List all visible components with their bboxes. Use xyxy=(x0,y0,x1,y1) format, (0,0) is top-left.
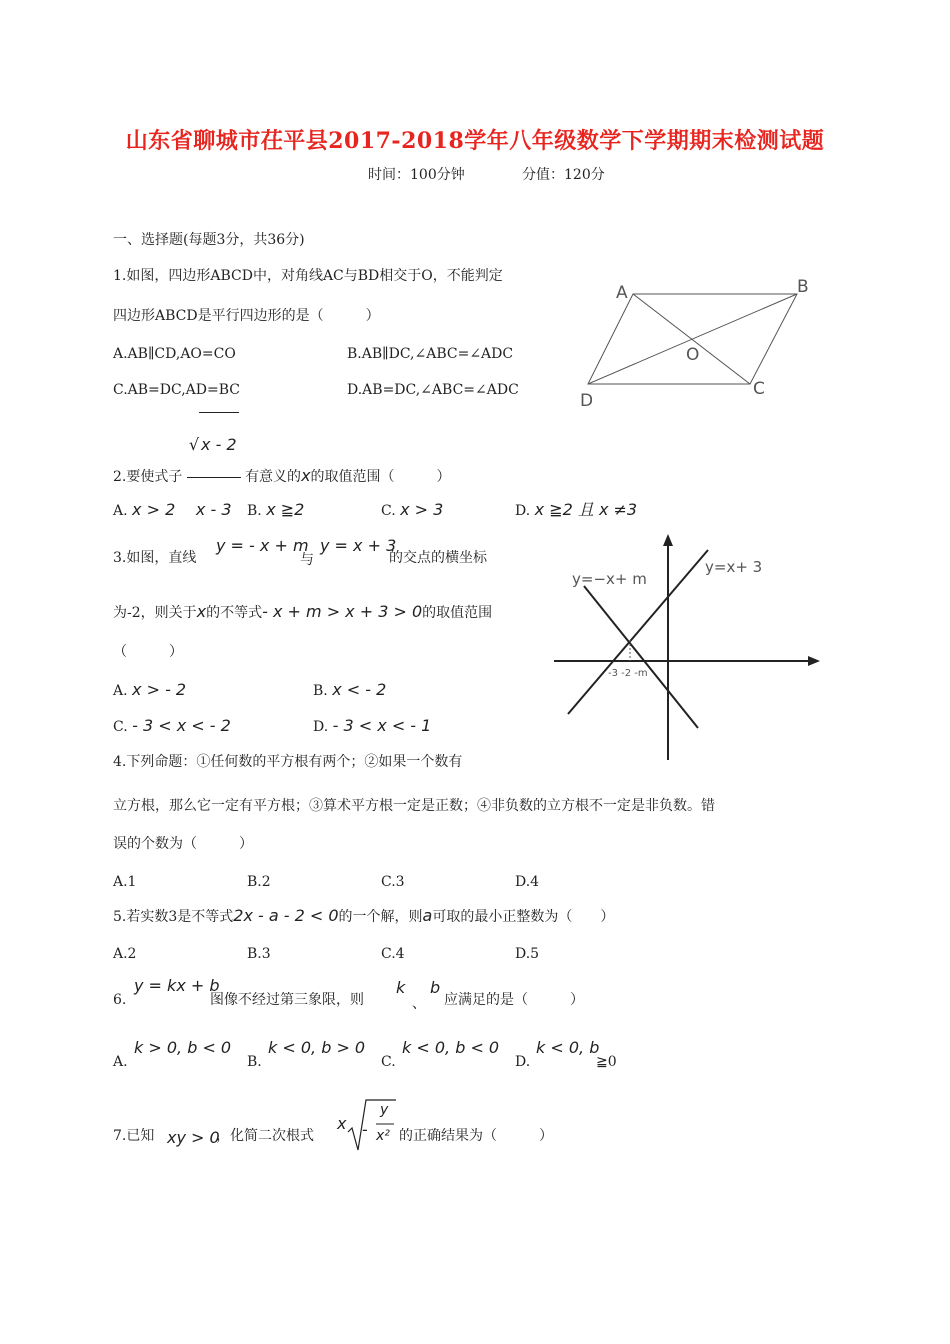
q7-radical-sign xyxy=(346,1098,398,1154)
q7-suffix: 的正确结果为（ ） xyxy=(399,1128,553,1144)
q1-stem-line1: 1.如图，四边形ABCD中，对角线AC与BD相交于O，不能判定 xyxy=(113,268,503,284)
q3-suffix: 的交点的横坐标 xyxy=(389,550,487,566)
q3-prefix: 3.如图，直线 xyxy=(113,550,197,566)
q7-denominator: x² xyxy=(376,1128,390,1144)
q2-option-c: C. x > 3 xyxy=(381,500,444,519)
q3-graph-figure xyxy=(550,532,830,764)
x-axis-arrow xyxy=(808,656,820,666)
q2-mid: 有意义的 xyxy=(245,469,302,485)
q5-option-b: B.3 xyxy=(247,946,271,962)
q2-fraction: $\frac{√ x - 2}{x - 3}$ xyxy=(187,412,241,542)
q5-option-a: A.2 xyxy=(113,946,137,962)
tick-labels: -3 -2 -m xyxy=(608,668,648,679)
q2-option-b: B. x ≧2 xyxy=(247,500,305,519)
q2-prefix: 2.要使式子 xyxy=(113,469,183,485)
exam-score: 分值：120分 xyxy=(522,167,605,183)
q6-option-b-label: B. xyxy=(247,1054,262,1070)
q6-sep: 、 xyxy=(412,996,426,1012)
q2-numerator: x - 2 xyxy=(199,412,239,477)
q4-line2: 立方根，那么它一定有平方根；③算术平方根一定是正数；④非负数的立方根不一定是非负数。错 xyxy=(113,798,715,814)
q2-option-d: D. x ≧2 且 x ≠3 xyxy=(515,500,638,519)
q5-option-c: C.4 xyxy=(381,946,405,962)
q3-and: 与 xyxy=(300,552,314,568)
label-d: D xyxy=(580,391,594,411)
q1-option-a: A.AB∥CD,AO=CO xyxy=(113,346,236,362)
q6-eq: y = kx + b xyxy=(134,976,220,995)
q6-k: k xyxy=(396,978,406,997)
q7-mid: ，化简二次根式 xyxy=(216,1128,314,1144)
q6-option-d-tail: ≧0 xyxy=(596,1054,617,1070)
q4-line3: 误的个数为（ ） xyxy=(113,836,253,852)
q3-eq1: y = - x + m xyxy=(216,536,309,555)
q3-option-d: D. - 3 < x < - 1 xyxy=(313,716,432,735)
label-b: B xyxy=(797,277,809,297)
q1-option-c: C.AB=DC,AD=BC xyxy=(113,382,241,398)
label-line2: y=x+ 3 xyxy=(705,558,763,576)
page-title: 山东省聊城市茌平县2017-2018学年八年级数学下学期期末检测试题 xyxy=(125,128,825,154)
q1-parallelogram-figure xyxy=(570,272,830,412)
y-axis-arrow xyxy=(663,534,673,546)
label-a: A xyxy=(616,283,628,303)
q2-denominator: x - 3 xyxy=(187,477,241,542)
exam-time: 时间：100分钟 xyxy=(368,167,465,183)
q7-condition: xy > 0 xyxy=(167,1128,220,1147)
q5-option-d: D.5 xyxy=(515,946,540,962)
line-y-neg-x-plus-m xyxy=(584,586,698,728)
label-line1: y=−x+ m xyxy=(572,570,647,588)
q1-option-d: D.AB=DC,∠ABC=∠ADC xyxy=(347,382,519,398)
q6-option-b: k < 0, b > 0 xyxy=(268,1038,366,1057)
q2-option-a: A. x > 2 xyxy=(113,500,176,519)
q6-suffix: 应满足的是（ ） xyxy=(444,992,584,1008)
q6-option-a-label: A. xyxy=(113,1054,128,1070)
q7-numerator: y xyxy=(380,1102,389,1118)
q4-option-b: B.2 xyxy=(247,874,271,890)
q4-option-c: C.3 xyxy=(381,874,405,890)
q4-option-a: A.1 xyxy=(113,874,137,890)
label-o: O xyxy=(686,345,700,365)
q3-option-c: C. - 3 < x < - 2 xyxy=(113,716,231,735)
q4-line1: 4.下列命题：①任何数的平方根有两个；②如果一个数有 xyxy=(113,754,463,770)
q2-stem xyxy=(113,412,451,542)
q4-option-d: D.4 xyxy=(515,874,540,890)
q5-stem: 5.若实数3是不等式2x - a - 2 < 0的一个解，则a可取的最小正整数为（ ） xyxy=(113,906,615,925)
q6-b: b xyxy=(430,978,441,997)
q6-number: 6. xyxy=(113,992,127,1008)
q1-option-b: B.AB∥DC,∠ABC=∠ADC xyxy=(347,346,514,362)
q1-stem-line2: 四边形ABCD是平行四边形的是（ ） xyxy=(113,308,380,324)
label-c: C xyxy=(753,379,765,399)
q7-x: x xyxy=(337,1114,347,1133)
q6-option-d: k < 0, b xyxy=(536,1038,600,1057)
q3-eq2: y = x + 3 xyxy=(320,536,397,555)
q7-neg: - xyxy=(362,1120,368,1139)
q2-var: x xyxy=(301,466,311,485)
section-heading: 一、选择题(每题3分，共36分) xyxy=(113,232,305,248)
q3-option-b: B. x < - 2 xyxy=(313,680,387,699)
q6-option-a: k > 0, b < 0 xyxy=(134,1038,232,1057)
q6-option-c: k < 0, b < 0 xyxy=(402,1038,500,1057)
q6-option-d-label: D. xyxy=(515,1054,531,1070)
q3-line2: 为-2，则关于x的不等式- x + m > x + 3 > 0的取值范围 xyxy=(113,602,493,621)
q6-mid: 图像不经过第三象限，则 xyxy=(210,992,364,1008)
q2-suffix: 的取值范围（ ） xyxy=(310,469,451,485)
q6-option-c-label: C. xyxy=(381,1054,396,1070)
q3-option-a: A. x > - 2 xyxy=(113,680,187,699)
diagonal-bd xyxy=(588,294,797,384)
q3-paren: （ ） xyxy=(113,644,183,660)
q7-prefix: 7.已知 xyxy=(113,1128,155,1144)
